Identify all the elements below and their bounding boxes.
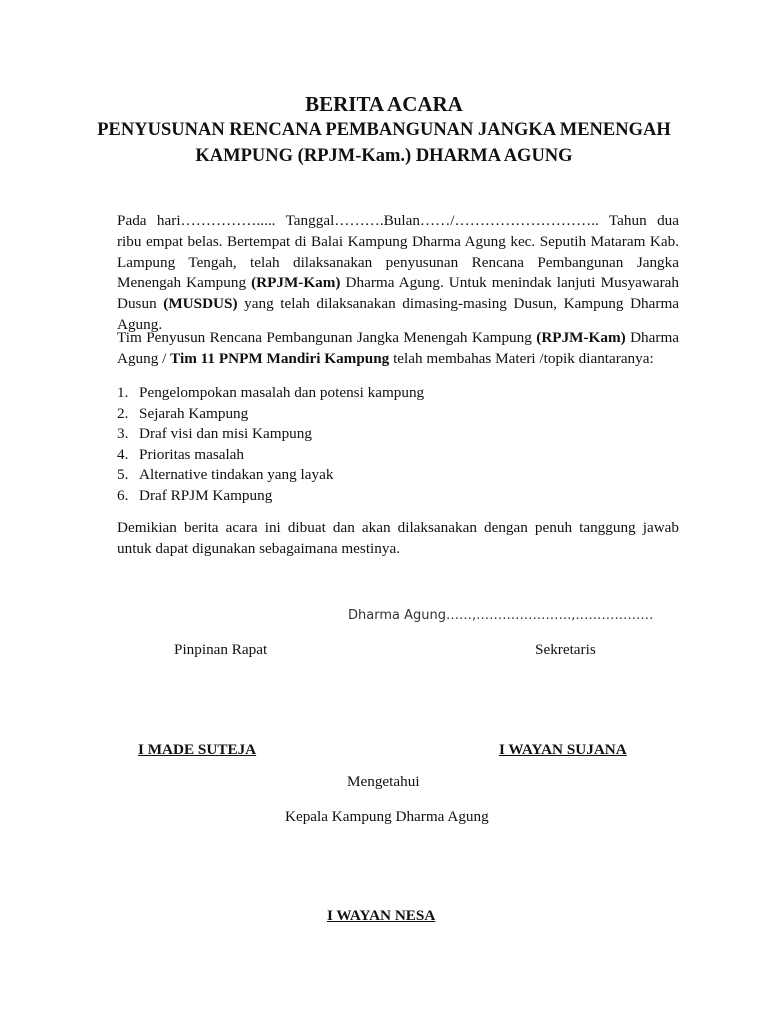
text-run: Tim Penyusun Rencana Pembangunan Jangka Menengah Kampung (117, 329, 537, 346)
right-signatory-name: I WAYAN SUJANA (499, 741, 627, 758)
paragraph-team (117, 328, 679, 370)
list-number: 3. (117, 425, 129, 443)
left-signatory-name: I MADE SUTEJA (138, 741, 257, 758)
list-number: 2. (117, 404, 129, 422)
list-text: Alternative tindakan yang layak (139, 466, 334, 484)
text-run-bold: Tim 11 PNPM Mandiri Kampung (170, 349, 390, 367)
list-text: Draf RPJM Kampung (139, 486, 273, 504)
list-text: Draf visi dan misi Kampung (139, 425, 312, 443)
right-signatory-role: Sekretaris (535, 641, 596, 658)
text-run: Dharma Agung. Untuk menindak lanjuti Musyawarah Dusun (117, 274, 680, 313)
list-item (117, 404, 424, 425)
head-signatory-name: I WAYAN NESA (327, 907, 436, 924)
text-run: Pada hari……………..... Tanggal……….Bulan……/……………………….. Tahun dua ribu empat belas. Bertempat di Balai Kampung Dharma Agung kec. Seputih Mataram Kab. Lampung Tengah, telah dilaksanakan penyusunan Rencana Pembangunan Jangka Menengah Kampung (117, 212, 679, 292)
acknowledged-label: Mengetahui (347, 773, 420, 790)
text-run: Dharma Agung / (117, 329, 680, 367)
paragraph-closing: Demikian berita acara ini dibuat dan akan dilaksanakan dengan penuh tanggung jawab untuk dapat digunakan sebagaimana mestinya. (117, 519, 679, 557)
topic-list (117, 383, 424, 507)
paragraph-opening (117, 211, 679, 336)
text-run: yang telah dilaksanakan dimasing-masing Dusun, Kampung Dharma Agung. (117, 295, 679, 333)
text-run-bold: (RPJM-Kam) (251, 274, 341, 292)
document-title: BERITA ACARA (305, 92, 463, 116)
list-item (117, 465, 424, 486)
text-run-bold: (RPJM-Kam) (536, 329, 626, 346)
document-subtitle-line1: PENYUSUNAN RENCANA PEMBANGUNAN JANGKA MENENGAH (97, 120, 671, 140)
text-run: telah membahas Materi /topik diantaranya: (389, 349, 654, 367)
place-date-line: Dharma Agung……,………………….,……………… (348, 608, 654, 623)
list-number: 6. (117, 486, 129, 504)
list-item (117, 424, 424, 445)
text-run-bold: (MUSDUS) (163, 295, 238, 313)
list-item (117, 383, 424, 404)
list-text: Prioritas masalah (139, 445, 245, 463)
document-subtitle-line2: KAMPUNG (RPJM-Kam.) DHARMA AGUNG (195, 146, 573, 166)
list-text: Sejarah Kampung (139, 404, 249, 422)
list-number: 4. (117, 445, 129, 463)
list-number: 5. (117, 466, 129, 484)
list-item (117, 445, 424, 466)
list-text: Pengelompokan masalah dan potensi kampung (139, 384, 425, 401)
list-item (117, 486, 424, 507)
left-signatory-role: Pinpinan Rapat (174, 641, 268, 658)
head-signatory-role: Kepala Kampung Dharma Agung (285, 808, 489, 825)
list-number: 1. (117, 384, 129, 401)
